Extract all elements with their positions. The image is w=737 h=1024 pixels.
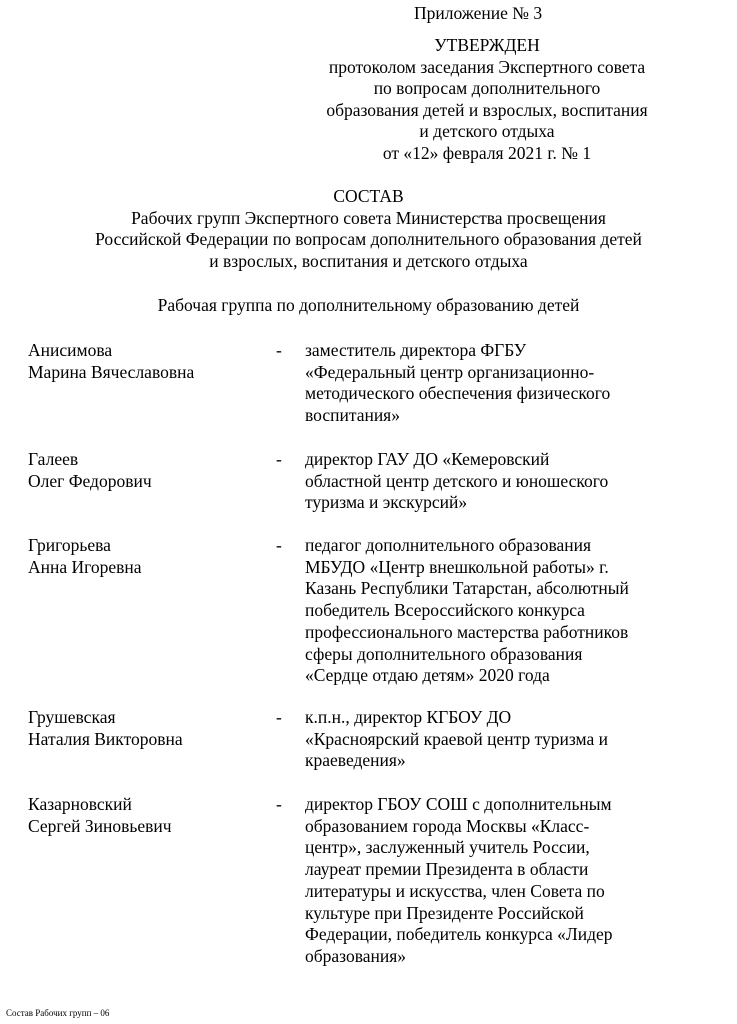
member-name	[28, 707, 268, 750]
description-line: директор ГАУ ДО «Кемеровский	[305, 449, 550, 469]
member-name	[28, 449, 268, 492]
member-description	[305, 707, 725, 772]
title-line: и взрослых, воспитания и детского отдыха	[209, 250, 528, 271]
description-line: заместитель директора ФГБУ	[305, 340, 527, 360]
description-line: областной центр детского и юношеского	[305, 470, 609, 491]
description-line: центр», заслуженный учитель России,	[305, 837, 590, 858]
approval-line: от «12» февраля 2021 г. № 1	[382, 142, 592, 163]
member-dash: -	[276, 340, 282, 360]
member-description	[305, 340, 725, 427]
description-line: культуре при Президенте Российской	[305, 902, 584, 923]
approval-line: по вопросам дополнительного	[373, 78, 601, 99]
member-description	[305, 449, 725, 514]
member-dash: -	[276, 449, 282, 469]
member-name	[28, 340, 268, 383]
description-line: «Федеральный центр организационно-	[305, 361, 595, 382]
member-surname: Казарновский	[28, 794, 132, 814]
member-dash: -	[276, 707, 282, 727]
description-line: лауреат премии Президента в области	[305, 859, 589, 880]
member-description	[305, 794, 725, 968]
description-line: Казань Республики Татарстан, абсолютный	[305, 578, 629, 599]
document-title	[0, 186, 737, 272]
working-group-title: Рабочая группа по дополнительному образованию детей	[157, 295, 580, 315]
member-surname: Грушевская	[28, 707, 116, 727]
approval-line: образования детей и взрослых, воспитания	[326, 99, 648, 120]
title-line: Рабочих групп Экспертного совета Министерства просвещения	[131, 207, 606, 228]
description-line: Федерации, победитель конкурса «Лидер	[305, 924, 613, 945]
description-line: образованием города Москвы «Класс-	[305, 815, 590, 836]
description-line: победитель Всероссийского конкурса	[305, 600, 585, 621]
description-line: литературы и искусства, член Совета по	[305, 880, 605, 901]
description-line: «Сердце отдаю детям» 2020 года	[305, 665, 550, 686]
member-name	[28, 535, 268, 578]
page-footer: Состав Рабочих групп – 06	[6, 1008, 110, 1018]
description-line: к.п.н., директор КГБОУ ДО	[305, 707, 512, 727]
description-line: сферы дополнительного образования	[305, 643, 583, 664]
member-description	[305, 535, 725, 687]
member-given-name: Марина Вячеславовна	[28, 361, 195, 382]
appendix-label: Приложение № 3	[414, 3, 543, 23]
member-given-name: Наталия Викторовна	[28, 728, 183, 749]
approval-stamp	[280, 35, 694, 165]
approval-line: и детского отдыха	[419, 121, 555, 142]
member-name	[28, 794, 268, 837]
description-line: краеведения»	[305, 750, 406, 771]
description-line: профессионального мастерства работников	[305, 621, 629, 642]
member-given-name: Сергей Зиновьевич	[28, 815, 172, 836]
description-line: педагог дополнительного образования	[305, 535, 592, 555]
description-line: «Красноярский краевой центр туризма и	[305, 728, 608, 749]
description-line: воспитания»	[305, 405, 400, 426]
member-dash: -	[276, 794, 282, 814]
approval-line: протоколом заседания Экспертного совета	[328, 56, 646, 77]
description-line: МБУДО «Центр внешкольной работы» г.	[305, 556, 609, 577]
approval-line: УТВЕРЖДЕН	[434, 35, 540, 55]
member-surname: Анисимова	[28, 340, 113, 360]
member-given-name: Анна Игоревна	[28, 556, 142, 577]
description-line: туризма и экскурсий»	[305, 492, 468, 513]
title-line: Российской Федерации по вопросам дополнительного образования детей	[95, 229, 642, 250]
description-line: методического обеспечения физического	[305, 383, 611, 404]
member-surname: Галеев	[28, 449, 79, 469]
member-surname: Григорьева	[28, 535, 111, 555]
description-line: директор ГБОУ СОШ с дополнительным	[305, 794, 612, 814]
member-dash: -	[276, 535, 282, 555]
member-given-name: Олег Федорович	[28, 470, 152, 491]
description-line: образования»	[305, 945, 407, 966]
title-line: СОСТАВ	[333, 186, 404, 206]
